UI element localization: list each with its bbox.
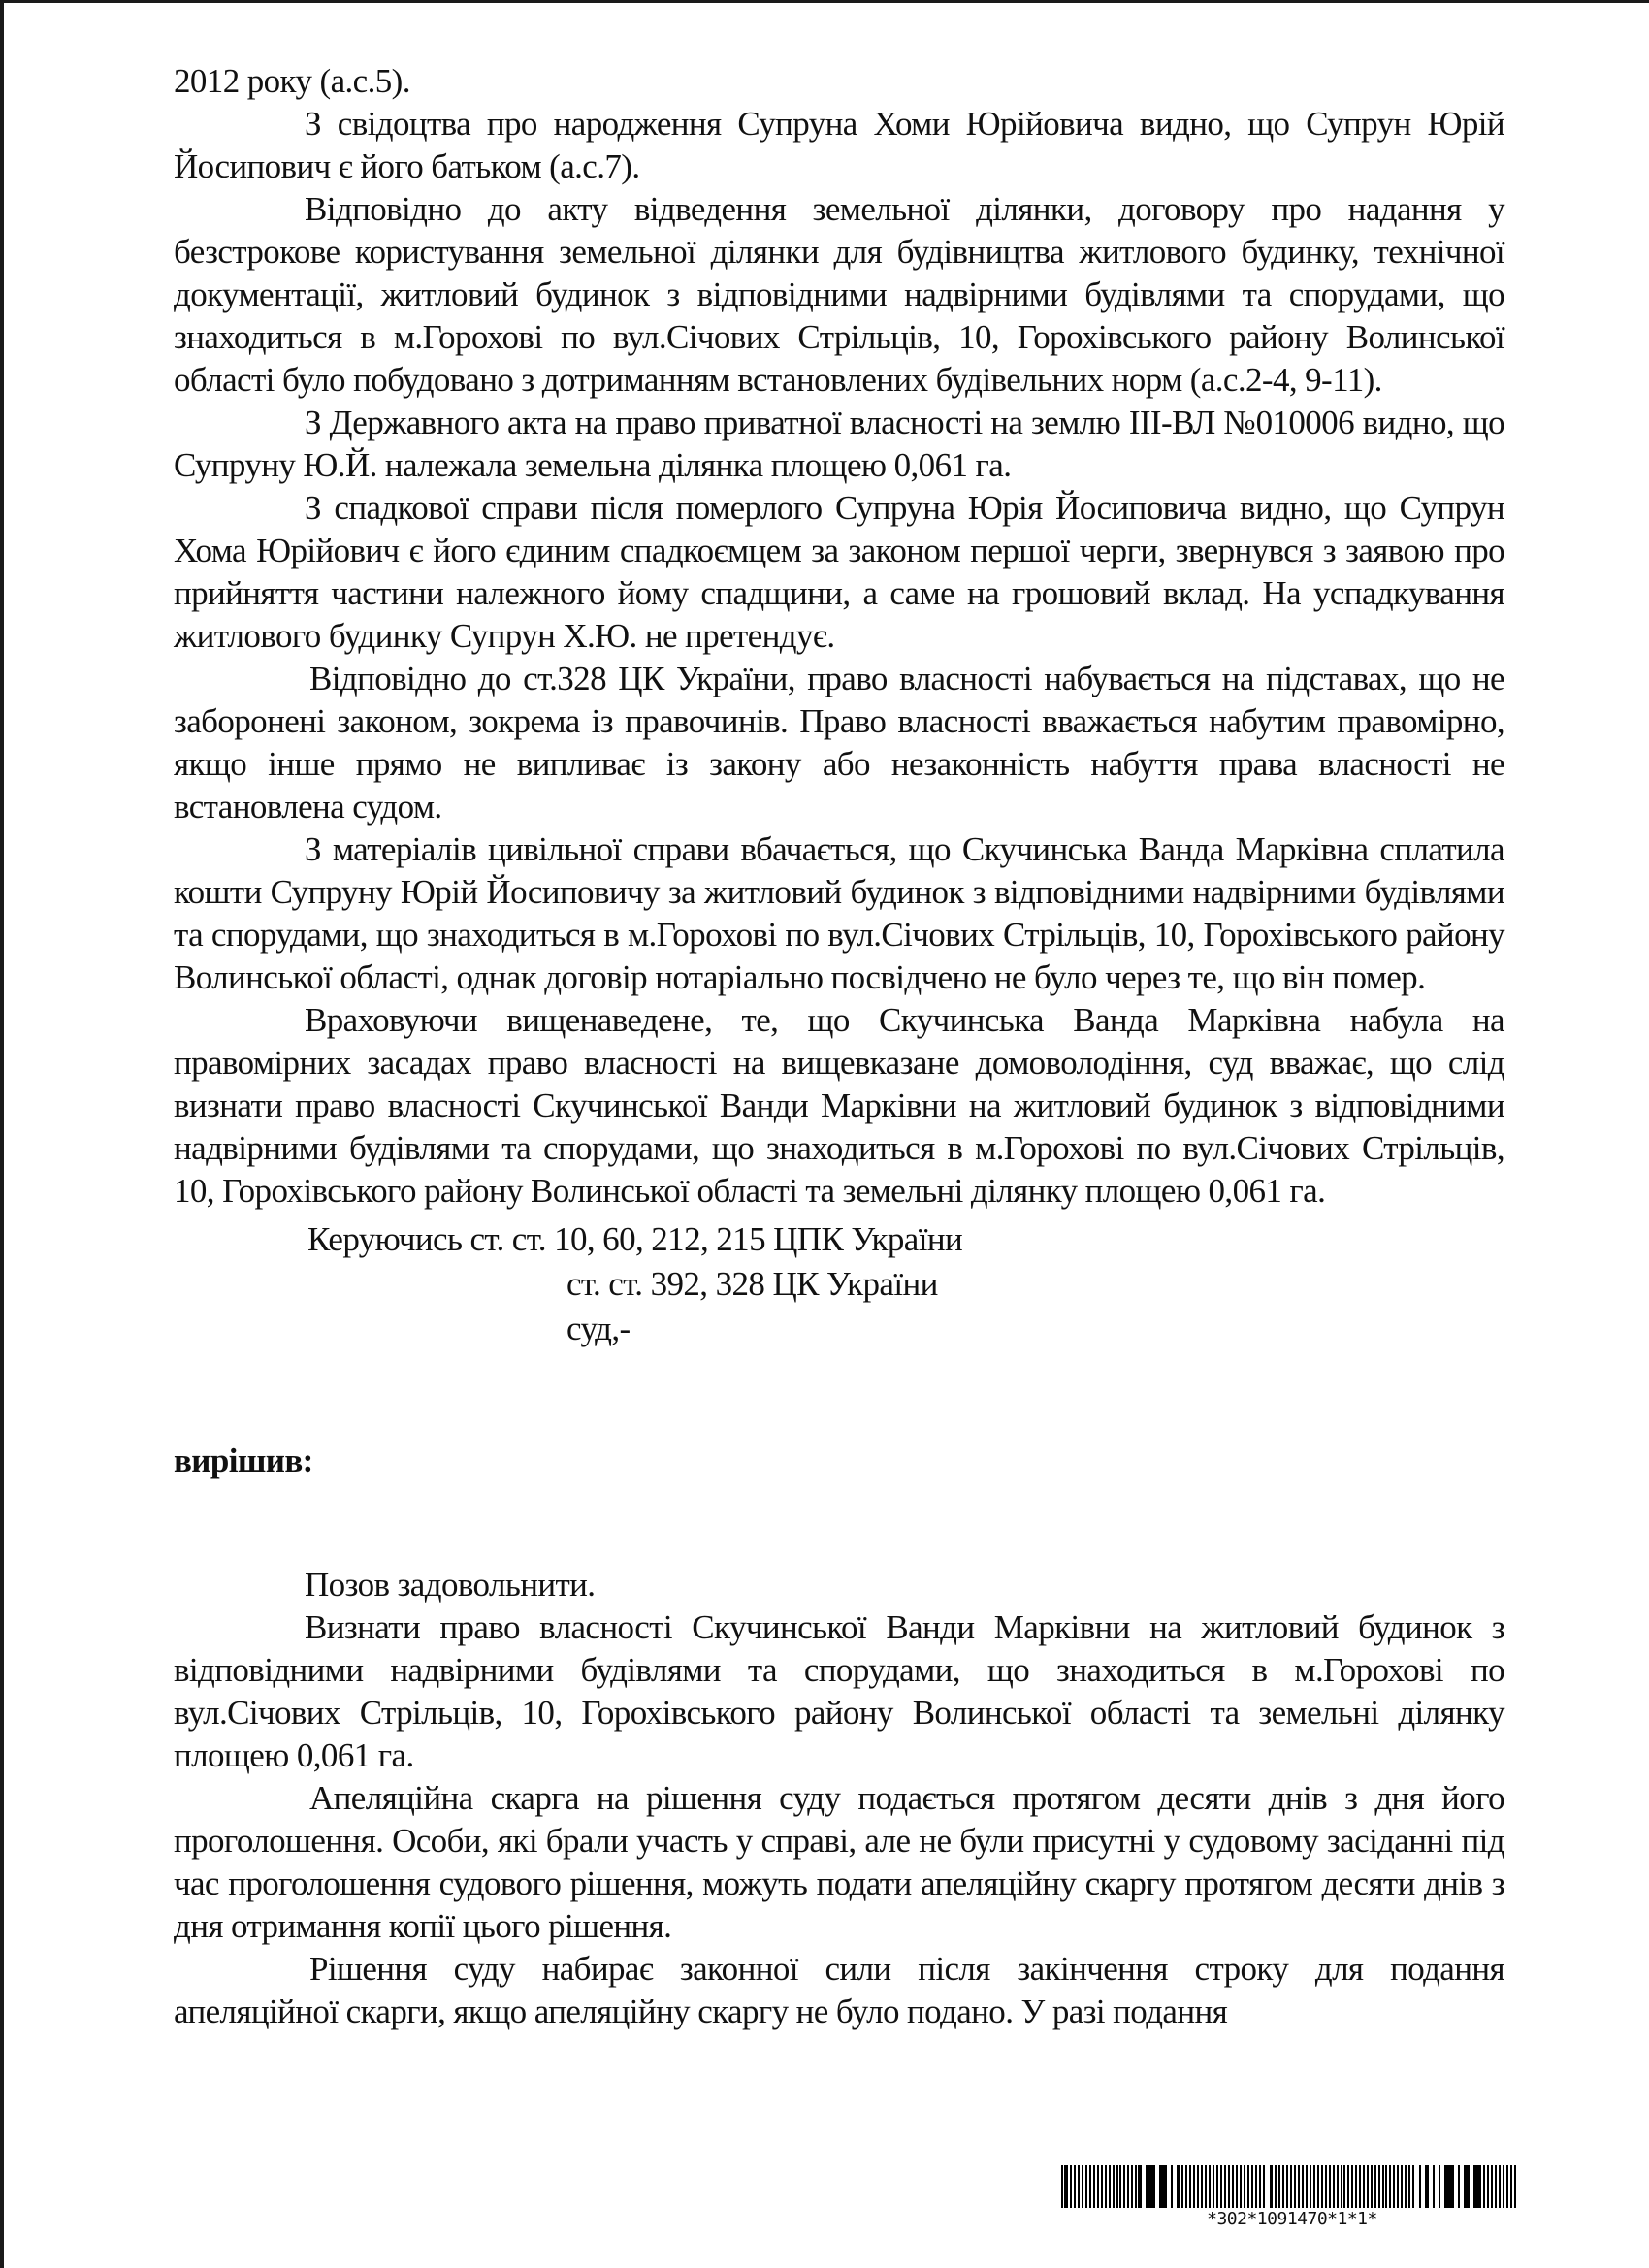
legal-basis-ck: ст. ст. 392, 328 ЦК України — [566, 1265, 938, 1303]
court-decision-page — [174, 60, 1504, 2033]
decision-claim-granted: Позов задовольнити. — [305, 1566, 596, 1604]
paragraph-birth-certificate: З свідоцтва про народження Супруна Хоми Юрійовича видно, що Супрун Юрій Йосипович є його батьком (а.с.7). — [174, 105, 1504, 185]
paragraph-article-328: Відповідно до ст.328 ЦК України, право власності набувається на підставах, що не заборонені законом, зокрема із правочинів. Право власності вважається набутим правомірно, якщо інше прямо не випливає із закону або незаконність набуття права власності не встановлена судом. — [174, 660, 1504, 826]
document-barcode — [1061, 2165, 1523, 2230]
court-label: суд,- — [566, 1310, 630, 1347]
paragraph-conclusion: Враховуючи вищенаведене, те, що Скучинська Ванда Марківна набула на правомірних засадах право власності на вищевказане домоволодіння, суд вважає, що слід визнати право власності Скучинської Ванди Марківни на житловий будинок з відповідними надвірними будівлями та спорудами, що знаходиться в м.Горохові по вул.Січових Стрільців, 10, Горохівського району Волинської області та земельні ділянку площею 0,061 га. — [174, 1001, 1504, 1210]
barcode-icon — [1061, 2165, 1523, 2208]
paragraph-state-act: З Державного акта на право приватної власності на землю ІІІ-ВЛ №010006 видно, що Супруну Ю.Й. належала земельна ділянка площею 0,061 га. — [174, 404, 1504, 484]
barcode-number: *302*1091470*1*1* — [1207, 2209, 1377, 2229]
paragraph-case-materials: З матеріалів цивільної справи вбачається, що Скучинська Ванда Марківна сплатила кошти Супруну Юрій Йосиповичу за житловий будинок з відповідними надвірними будівлями та спорудами, що знаходиться в м.Горохові по вул.Січових Стрільців, 10, Горохівського району Волинської області, однак договір нотаріально посвідчено не було через те, що він помер. — [174, 830, 1504, 996]
scan-top-edge — [0, 0, 1649, 3]
decision-entry-into-force: Рішення суду набирає законної сили після закінчення строку для подання апеляційної скарги, якщо апеляційну скаргу не було подано. У разі подання — [174, 1950, 1504, 2030]
paragraph-continuation: 2012 року (а.с.5). — [174, 62, 410, 100]
paragraph-land-allotment: Відповідно до акту відведення земельної ділянки, договору про надання у безстрокове користування земельної ділянки для будівництва житлового будинку, технічної документації, житловий будинок з відповідними надвірними будівлями та спорудами, що знаходиться в м.Горохові по вул.Січових Стрільців, 10, Горохівського району Волинської області було побудовано з дотриманням встановлених будівельних норм (а.с.2-4, 9-11). — [174, 190, 1504, 399]
decision-recognize-ownership: Визнати право власності Скучинської Ванди Марківни на житловий будинок з відповідними надвірними будівлями та спорудами, що знаходиться в м.Горохові по вул.Січових Стрільців, 10, Горохівського району Волинської області та земельні ділянку площею 0,061 га. — [174, 1608, 1504, 1774]
decision-appeal-terms: Апеляційна скарга на рішення суду подається протягом десяти днів з дня його проголошення. Особи, які брали участь у справі, але не були присутні у судовому засіданні під час проголошення судового рішення, можуть подати апеляційну скаргу протягом десяти днів з дня отримання копії цього рішення. — [174, 1779, 1504, 1945]
legal-basis-cpk: Керуючись ст. ст. 10, 60, 212, 215 ЦПК України — [307, 1220, 963, 1258]
paragraph-inheritance-case: З спадкової справи після померлого Супруна Юрія Йосиповича видно, що Супрун Хома Юрійович є його єдиним спадкоємцем за законом першої черги, звернувся з заявою про прийняття частини належного йому спадщини, а саме на грошовий вклад. На успадкування житлового будинку Супрун Х.Ю. не претендує. — [174, 489, 1504, 655]
scan-left-edge — [0, 0, 4, 2268]
decision-heading: вирішив: — [174, 1442, 313, 1479]
